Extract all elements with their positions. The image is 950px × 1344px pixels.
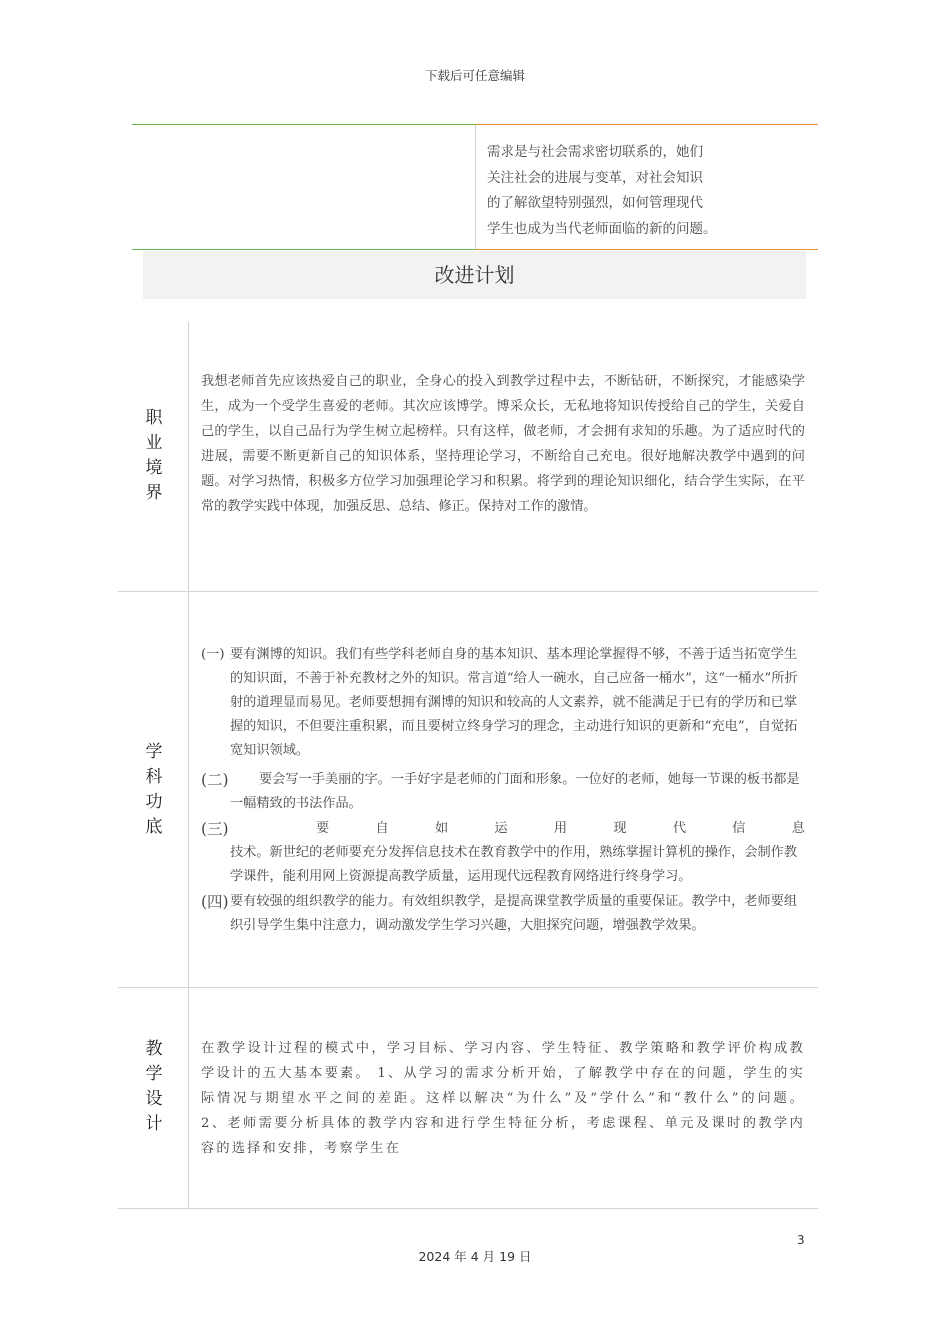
top-cell-line: 关注社会的进展与变革，对社会知识 bbox=[487, 169, 703, 186]
subject-item-4 bbox=[201, 890, 805, 938]
header-note: 下载后可任意编辑 bbox=[424, 68, 525, 83]
spread-char: 息 bbox=[791, 821, 805, 836]
top-cell-line: 需求是与社会需求密切联系的，她们 bbox=[487, 144, 703, 160]
item-text-content: 要会写一手美丽的字。一手好字是老师的门面和形象。一位好的老师，她每一节课的板书都是一幅精致的书法作品。 bbox=[230, 772, 800, 811]
label-char: 学 bbox=[145, 742, 163, 762]
subject-item-1 bbox=[201, 643, 805, 763]
table-top-border-left bbox=[132, 124, 476, 125]
spread-char: 自 bbox=[375, 821, 389, 836]
item-number: (四) bbox=[201, 893, 229, 911]
item-spread-line bbox=[230, 817, 805, 841]
table-top-border-right bbox=[476, 124, 818, 125]
design-text: 在教学设计过程的模式中，学习目标、学习内容、学生特征、教学策略和教学评价构成教学设计的五大基本要素。 1、从学习的需求分析开始，了解教学中存在的问题，学生的实际情况与期望水平之间的差距。这样以解决“为什么”及“学什么”和“教什么”的问题。 2、老师需要分析具体的教学内容和进行学生特征分析，考虑课程、单元及课时的教学内容的选择和安排，考察学生在 bbox=[201, 1041, 805, 1156]
label-char: 业 bbox=[145, 433, 163, 453]
section-separator bbox=[118, 591, 818, 592]
top-cell-line: 的了解欲望特别强烈，如何管理现代 bbox=[487, 195, 703, 211]
table-bottom-border-left bbox=[132, 249, 476, 250]
label-char: 底 bbox=[145, 817, 163, 837]
label-char: 科 bbox=[145, 767, 163, 787]
table-bottom-border-right bbox=[476, 249, 818, 250]
item-number: (二) bbox=[201, 771, 229, 789]
item-text: 要有较强的组织教学的能力。有效组织教学，是提高课堂教学质量的重要保证。教学中，老师要组织引导学生集中注意力，调动激发学生学习兴趣，大胆探究问题，增强教学效果。 bbox=[230, 894, 798, 933]
label-char: 职 bbox=[145, 408, 163, 428]
top-cell-line: 学生也成为当代老师面临的新的问题。 bbox=[487, 220, 717, 237]
spread-char: 用 bbox=[553, 821, 568, 836]
plan-title: 改进计划 bbox=[143, 251, 806, 299]
label-char: 设 bbox=[145, 1089, 163, 1109]
item-text bbox=[201, 768, 805, 816]
spread-char: 如 bbox=[434, 821, 449, 836]
label-char: 界 bbox=[145, 483, 163, 503]
subject-item-3 bbox=[201, 817, 805, 889]
career-text: 我想老师首先应该热爱自己的职业，全身心的投入到教学过程中去，不断钻研，不断探究，才能感染学生，成为一个受学生喜爱的老师。其次应该博学。博采众长，无私地将知识传授给自己的学生，关爱自己的学生，以自己品行为学生树立起榜样。只有这样，做老师，才会拥有求知的乐趣。为了适应时代的进展，需要不断更新自己的知识体系，坚持理论学习，不断给自己充电。很好地解决教学中遇到的问题。对学习热情，积极多方位学习加强理论学习和积累。将学到的理论知识细化，结合学生实际，在平常的教学实践中体现，加强反思、总结、修正。保持对工作的激情。 bbox=[201, 374, 805, 514]
table-column-divider bbox=[475, 125, 476, 249]
label-char: 学 bbox=[145, 1064, 163, 1084]
spread-char: 现 bbox=[613, 821, 627, 836]
footer-date: 2024 年 4 月 19 日 bbox=[418, 1249, 532, 1264]
item-number: (三) bbox=[201, 820, 229, 838]
label-char: 境 bbox=[145, 458, 163, 478]
label-char: 教 bbox=[145, 1039, 163, 1059]
section-label-design bbox=[140, 1037, 168, 1137]
section-label-career bbox=[140, 406, 168, 506]
spread-char: 要 bbox=[316, 821, 330, 836]
spread-char: 信 bbox=[732, 821, 746, 836]
item-number: (一) bbox=[201, 647, 225, 662]
top-cell-text bbox=[487, 140, 737, 242]
spread-char: 运 bbox=[494, 821, 508, 836]
label-char: 功 bbox=[145, 792, 163, 812]
subject-item-2 bbox=[201, 768, 805, 816]
item-text-content: 技术。新世纪的老师要充分发挥信息技术在教育教学中的作用，熟练掌握计算机的操作，会制作教学课件，能利用网上资源提高教学质量，运用现代远程教育网络进行终身学习。 bbox=[230, 845, 798, 884]
section-separator bbox=[118, 1208, 818, 1209]
item-text: 要有渊博的知识。我们有些学科老师自身的基本知识、基本理论掌握得不够，不善于适当拓宽学生的知识面，不善于补充教材之外的知识。常言道“给人一碗水，自己应备一桶水”，这“一桶水”所折射的道理显而易见。老师要想拥有渊博的知识和较高的人文素养，就不能满足于已有的学历和已掌握的知识，不但要注重积累，而且要树立终身学习的理念，主动进行知识的更新和“充电”，自觉拓宽知识领域。 bbox=[230, 647, 798, 758]
section-label-subject bbox=[140, 740, 168, 840]
page-number: 3 bbox=[797, 1233, 805, 1247]
section-column-divider bbox=[188, 322, 189, 1208]
spread-char: 代 bbox=[672, 821, 686, 836]
label-char: 计 bbox=[145, 1114, 163, 1134]
item-text bbox=[201, 817, 805, 889]
section-separator bbox=[118, 987, 818, 988]
